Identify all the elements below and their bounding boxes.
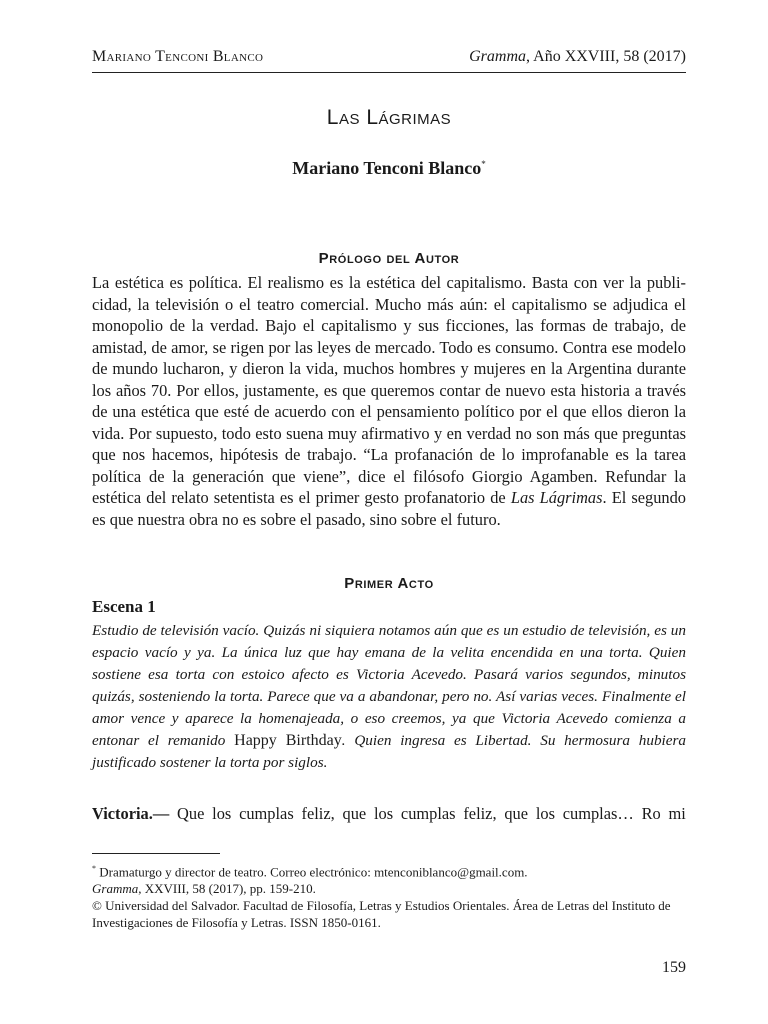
footnote-mark: * — [92, 864, 96, 873]
dialogue-word: que — [504, 804, 529, 823]
dialogue-line — [92, 803, 686, 825]
dialogue-word: cumplas — [239, 804, 294, 823]
footnote-line-2 — [92, 880, 686, 897]
prologo-text-end: . El segundo es que nuestra obra no es sobre el pasado, sino sobre el futuro. — [92, 488, 686, 529]
article-author — [92, 158, 686, 179]
dialogue-word: feliz, — [301, 804, 335, 823]
prologo-text-main: La estética es política. El realismo es la estética del capitalismo. Basta con ver la publicidad, la televisión o el teatro comercial. Mucho más aún: el capitalismo se adjudica el monopolio de la verdad. Bajo el capitalismo y sus ficciones, las formas de trabajo, de amistad, de amor, se rigen por las leyes de mercado. Todo es consumo. Contra ese modelo de mundo lucharon, y dieron la vida, muchos hombres y mujeres en la Argentina durante los años 70. Por ellos, justamente, es que queremos contar de nuevo esta historia a través de una estética que esté de acuerdo con el pensamiento político por el que ellos dieron la vida. Por supuesto, todo esto suena muy afirmativo y en verdad no son más que preguntas que nos hacemos, hipótesis de trabajo. “La profanación de lo improfanable es la tarea política de la generación que viene”, dice el filósofo Giorgio Agamben. Refundar la estética del relato setentista es el primer gesto profanatorio de — [92, 273, 686, 507]
author-name: Mariano Tenconi Blanco — [292, 158, 482, 178]
footnote-journal: Gramma — [92, 881, 139, 897]
stage-direction-part-1: Estudio de televisión vacío. Quizás ni siquiera notamos aún que es un estudio de televisión, es un espacio vacío y ya. La única luz que hay emana de la velita encendida en una torta. Quien sostiene esa torta con estoico afecto es Victoria Acevedo. Pasará varios segundos, minutos quizás, sosteniendo la torta. Parece que va a abandonar, pero no. Así varias veces. Finalmente el amor vence y aparece la homenajeada, o eso creemos, ya que Victoria Acevedo comienza a entonar el remanido — [92, 622, 686, 749]
running-head — [92, 48, 686, 73]
running-head-journal: Gramma — [469, 48, 527, 65]
footnote-author-info: Dramaturgo y director de teatro. Correo electrónico: mtenconiblanco@gmail.com. — [96, 864, 528, 880]
dialogue-word: Que — [177, 804, 205, 823]
prologo-work-title: Las Lágrimas — [510, 488, 603, 507]
running-head-author: Mariano Tenconi Blanco — [92, 48, 264, 65]
page-number: 159 — [662, 959, 686, 976]
prologo-heading: Prólogo del Autor — [318, 250, 460, 267]
dialogue-word: los — [373, 804, 394, 823]
dialogue-word: mi — [668, 804, 686, 823]
footnote-rule — [92, 853, 220, 854]
primer-acto-heading: Primer Acto — [344, 575, 434, 592]
running-head-citation — [469, 48, 686, 66]
footnote-citation: , XXVIII, 58 (2017), pp. 159-210. — [138, 881, 316, 897]
footnote — [92, 860, 686, 931]
dialogue-word: los — [212, 804, 232, 823]
stage-direction — [92, 620, 686, 774]
article-title: Las Lágrimas — [326, 106, 452, 129]
footnote-line-1 — [92, 860, 686, 880]
footnote-line-3: © Universidad del Salvador. Facultad de Filosofía, Letras y Estudios Orientales. Área de Letras del Instituto de Investigaciones de Filosofía y Letras. ISSN 1850-0161. — [92, 898, 671, 931]
dialogue-word: feliz, — [463, 804, 497, 823]
running-head-issue: , Año XXVIII, 58 (2017) — [526, 48, 686, 65]
stage-direction-part-2: . Quien ingresa es Libertad. Su hermosura hubiera justificado sostener la torta por siglos. — [92, 732, 687, 771]
song-title: Happy Birthday — [234, 732, 342, 749]
dialogue-word: cumplas — [400, 804, 456, 823]
prologo-paragraph — [92, 272, 686, 530]
author-footnote-mark[interactable]: * — [481, 159, 486, 169]
dialogue-word: cumplas… — [562, 804, 634, 823]
escena-heading: Escena 1 — [92, 597, 156, 616]
dialogue-word: que — [342, 804, 367, 823]
speaker-name: Victoria.— — [92, 804, 170, 823]
dialogue-word: Ro — [641, 804, 661, 823]
dialogue-word: los — [535, 804, 555, 823]
